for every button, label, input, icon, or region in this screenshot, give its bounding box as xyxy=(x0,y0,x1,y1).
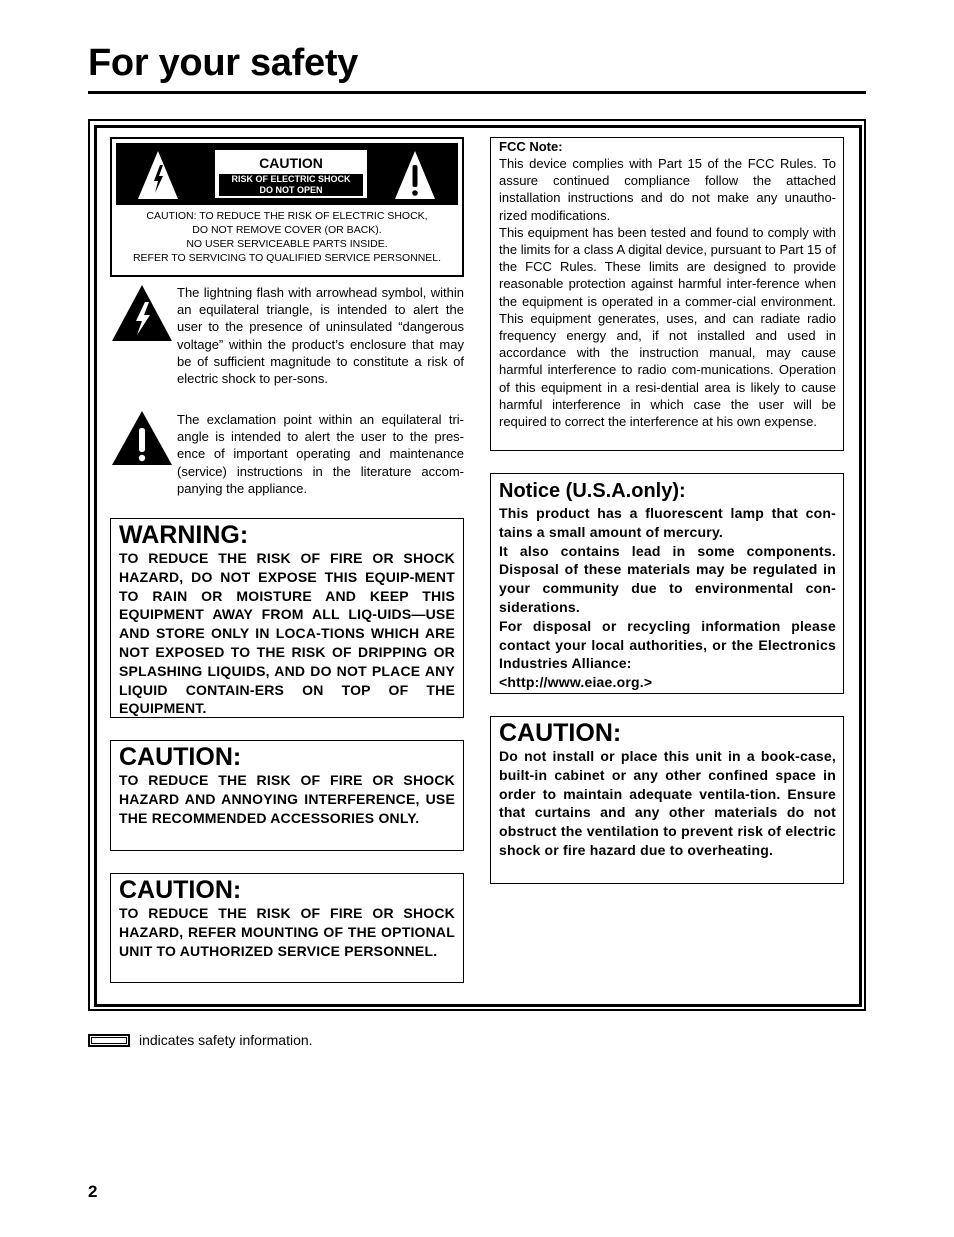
notice-paragraph-1: This product has a fluorescent lamp that con-tains a small amount of mercury. xyxy=(499,505,836,540)
notice-paragraph-2: It also contains lead in some components. Disposal of these materials may be regulated in your community due to environmental con-siderations. xyxy=(499,542,836,615)
fcc-paragraph-2: This equipment has been tested and found to comply with the limits for a class A digital device, pursuant to Part 15 of the FCC Rules. These limits are designed to provide reasonable protection against harmful inter-ference when the equipment is operated in a commer-cial environment. This equipment generates, uses, and can radiate radio frequency energy and, if not installed and used in accordance with the instruction manual, may cause harmful interference to radio com-munications. Operation of this equipment in a resi-dential area is likely to cause harmful interference in which case the user will be required to correct the interference at his own expense. xyxy=(499,224,836,430)
exclamation-icon xyxy=(393,149,437,201)
caution-label-header xyxy=(116,143,458,205)
caution-optional-box xyxy=(110,873,464,983)
notice-heading: Notice (U.S.A.only): xyxy=(499,480,686,502)
caution-label-text xyxy=(116,209,458,265)
warning-heading: WARNING: xyxy=(119,521,249,549)
label-line: NO USER SERVICEABLE PARTS INSIDE. xyxy=(186,238,388,250)
caution-ventilation-text: Do not install or place this unit in a book-case, built-in cabinet or any other confined space in order to maintain adequate ventila-tion. Ensure that curtains and any other materials do not obstruct the ventilation to prevent risk of electric shock or fire hazard due to overheating. xyxy=(499,748,836,858)
caution-accessories-box xyxy=(110,740,464,851)
notice-url: <http://www.eiae.org.> xyxy=(499,674,653,691)
caution-label-title: CAUTION xyxy=(259,155,323,171)
lightning-icon xyxy=(111,284,173,342)
caution-label xyxy=(110,137,464,277)
caution-label-box xyxy=(214,149,368,199)
caution-optional-text: TO REDUCE THE RISK OF FIRE OR SHOCK HAZARD, REFER MOUNTING OF THE OPTIONAL UNIT TO AUTHORIZED SERVICE PERSONNEL. xyxy=(119,905,455,959)
notice-paragraph-3: For disposal or recycling information please contact your local authorities, or the Electronics Industries Alliance: xyxy=(499,617,836,672)
caution-ventilation-box xyxy=(490,716,844,884)
exclamation-symbol-description: The exclamation point within an equilateral tri-angle is intended to alert the user to the pres-ence of important operating and maintenance (service) instructions in the literature accom-panying the appliance. xyxy=(177,412,464,496)
caution-heading: CAUTION: xyxy=(499,719,622,747)
safety-info-legend-box xyxy=(88,1034,130,1047)
title-rule xyxy=(88,91,866,94)
caution-heading: CAUTION: xyxy=(119,876,242,904)
lightning-icon xyxy=(136,149,180,201)
warning-box xyxy=(110,518,464,718)
safety-info-legend-text: indicates safety information. xyxy=(139,1032,313,1048)
risk-line-2: DO NOT OPEN xyxy=(259,185,323,195)
label-line: CAUTION: TO REDUCE THE RISK OF ELECTRIC SHOCK, xyxy=(146,210,428,222)
fcc-note-box xyxy=(490,137,844,451)
lightning-symbol-description: The lightning flash with arrowhead symbol, within an equilateral triangle, is intended to alert the user to the presence of uninsulated “dangerous voltage” within the product’s enclosure that may be of sufficient magnitude to constitute a risk of electric shock to per-sons. xyxy=(177,285,464,387)
notice-usa-box xyxy=(490,473,844,694)
risk-of-shock-text xyxy=(219,174,363,196)
fcc-paragraph-1: This device complies with Part 15 of the FCC Rules. To assure continued compliance follow the attached installation instructions and do not make any unautho-rized modifications. xyxy=(499,156,836,223)
risk-line-1: RISK OF ELECTRIC SHOCK xyxy=(231,174,351,184)
exclamation-icon xyxy=(111,410,173,466)
caution-accessories-text: TO REDUCE THE RISK OF FIRE OR SHOCK HAZARD AND ANNOYING INTERFERENCE, USE THE RECOMMENDED ACCESSORIES ONLY. xyxy=(119,772,455,826)
label-line: REFER TO SERVICING TO QUALIFIED SERVICE PERSONNEL. xyxy=(132,252,442,264)
fcc-heading: FCC Note: xyxy=(499,139,563,154)
warning-text: TO REDUCE THE RISK OF FIRE OR SHOCK HAZARD, DO NOT EXPOSE THIS EQUIP-MENT TO RAIN OR MOISTURE AND KEEP THIS EQUIPMENT AWAY FROM ALL LIQ-UIDS—USE AND STORE ONLY IN LOCA-TIONS WHICH ARE NOT EXPOSED TO THE RISK OF DRIPPING OR SPLASHING LIQUIDS, AND DO NOT PLACE ANY LIQUID CONTAIN-ERS ON TOP OF THE EQUIPMENT. xyxy=(119,550,455,717)
caution-heading: CAUTION: xyxy=(119,743,242,771)
page-number: 2 xyxy=(88,1182,98,1201)
label-line: DO NOT REMOVE COVER (OR BACK). xyxy=(192,224,382,236)
page-title: For your safety xyxy=(88,42,359,84)
